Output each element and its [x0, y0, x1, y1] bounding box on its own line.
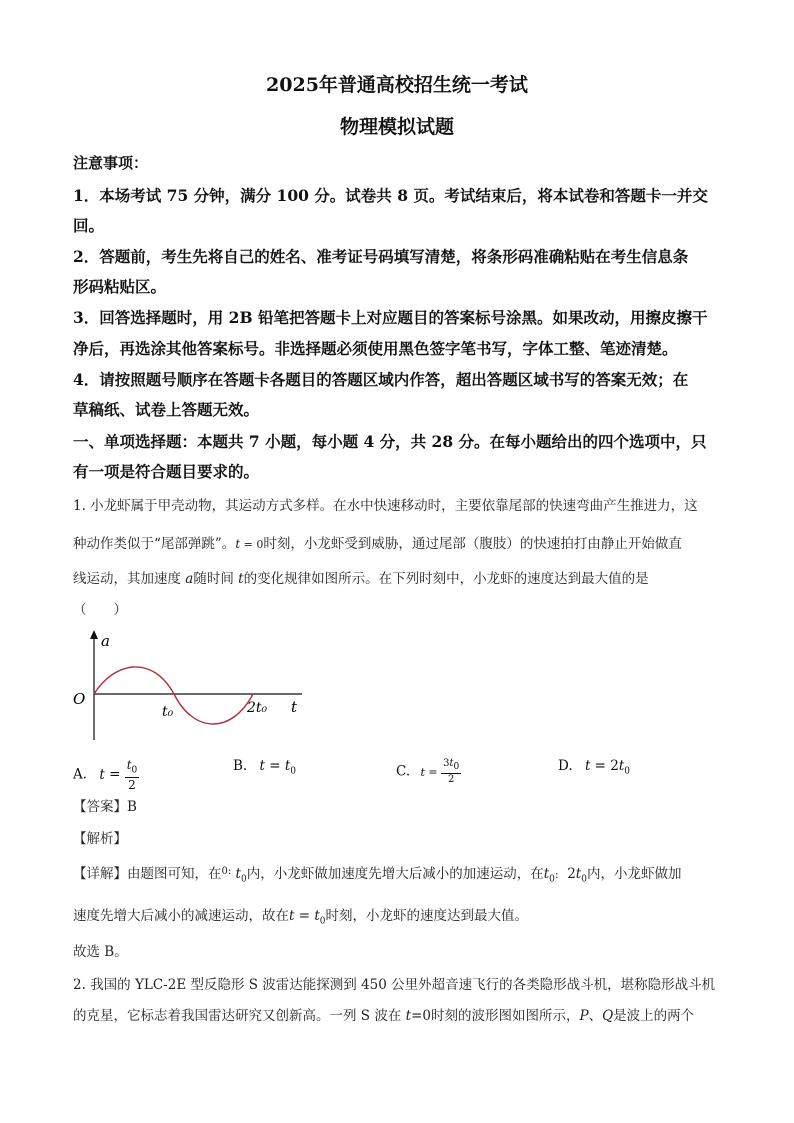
q1-detail: 速度先增大后减小的减速运动，故在$t = t_0$时刻，小龙虾的速度达到最大值。 [73, 908, 529, 927]
notice-line: 1．本场考试 75 分钟，满分 100 分。试卷共 8 页。考试结束后，将本试卷和答题卡一并交 [73, 186, 708, 205]
q1-text: 种动作类似于“尾部弹跳”。t = 0时刻，小龙虾受到威胁，通过尾部（腹肢）的快速拍打由静止开始做直 [73, 536, 682, 552]
q1-paren: （ ） [73, 602, 127, 618]
q1-conclusion: 故选 B。 [73, 944, 128, 960]
q1-detail-part: 速度先增大后减小的减速运动，故在 [73, 908, 289, 924]
q1-detail-part: 内，小龙虾做加 [586, 866, 682, 882]
y-axis-label: a [101, 632, 110, 650]
q1-text-part: 的变化规律如图所示。在下列时刻中，小龙虾的速度达到最大值的是 [243, 571, 649, 587]
option-c[interactable]: C. t = $\frac{3t_0}{2}$ [396, 758, 460, 785]
q2-text: 2. 我国的 YLC-2E 型反隐形 S 波雷达能探测到 450 公里外超音速飞行的各类隐形战斗机，堪称隐形战斗机 [73, 977, 716, 993]
notice-line: 4．请按照题号顺序在答题卡各题目的答题区域内作答，超出答题区域书写的答案无效；在 [73, 370, 689, 389]
option-b[interactable]: B. $t = t_0$ [233, 758, 297, 777]
option-d[interactable]: D. $t = 2t_0$ [558, 758, 631, 777]
exam-subtitle: 物理模拟试题 [339, 116, 454, 138]
tick-t0: t₀ [162, 704, 174, 720]
q1-detail-part: 内，小龙虾做加速度先增大后减小的加速运动，在 [246, 866, 544, 882]
option-a[interactable]: A. t = $\frac{t_0}{2}$ [73, 758, 138, 793]
q1-detail-part: 时刻，小龙虾的速度达到最大值。 [325, 908, 529, 924]
notice-line: 净后，再选涂其他答案标号。非选择题必须使用黑色签字笔书写，字体工整、笔迹清楚。 [73, 339, 678, 358]
q2-text-part: 时刻的波形图如图所示， [430, 1008, 580, 1024]
q1-text-part: 随时间 [193, 571, 239, 587]
q1-detail-part: 【详解】由题图可知，在 [73, 866, 222, 882]
q1-text-part: 种动作类似于“尾部弹跳”。 [73, 536, 236, 552]
section-heading: 有一项是符合题目要求的。 [73, 462, 260, 481]
exam-title: 2025年普通高校招生统一考试 [266, 74, 528, 96]
q2-text-part: 的克星，它标志着我国雷达研究又创新高。一列 S 波在 [73, 1008, 406, 1024]
q1-answer: 【答案】B [73, 799, 137, 815]
origin-label: O [73, 690, 86, 708]
q1-text: 线运动，其加速度 a随时间 t的变化规律如图所示。在下列时刻中，小龙虾的速度达到最大值的是 [73, 571, 649, 587]
notice-line: 2．答题前，考生先将自己的姓名、准考证号码填写清楚，将条形码准确粘贴在考生信息条 [73, 247, 689, 266]
section-heading: 一、单项选择题：本题共 7 小题，每小题 4 分，共 28 分。在每小题给出的四个选项中，只 [73, 432, 707, 451]
q1-detail: 【详解】由题图可知，在$^{0:}$ $t_0$内，小龙虾做加速度先增大后减小的加速运动，在$t_0$: $2t_0$内，小龙虾做加 [73, 866, 682, 885]
q1-text-part: 时刻，小龙虾受到威胁，通过尾部（腹肢）的快速拍打由静止开始做直 [263, 536, 682, 552]
notice-line: 形码粘贴区。 [73, 277, 167, 296]
x-axis-label: t [291, 698, 298, 716]
tick-2t0: 2t₀ [247, 700, 268, 716]
option-b-label: B. [233, 758, 248, 774]
q1-text-part: 线运动，其加速度 [73, 571, 186, 587]
q1-text: 1. 小龙虾属于甲壳动物，其运动方式多样。在水中快速移动时，主要依靠尾部的快速弯曲产生推进力，这 [73, 498, 698, 514]
q2-text: 的克星，它标志着我国雷达研究又创新高。一列 S 波在 t=0时刻的波形图如图所示，P、Q是波上的两个 [73, 1008, 695, 1024]
y-axis-arrow [90, 630, 98, 639]
q1-acceleration-graph [70, 628, 310, 748]
notice-line: 3．回答选择题时，用 2B 铅笔把答题卡上对应题目的答案标号涂黑。如果改动，用擦皮擦干 [73, 308, 708, 327]
acceleration-curve [94, 667, 253, 724]
option-c-label: C. [396, 763, 411, 780]
notice-heading: 注意事项： [73, 154, 149, 172]
option-d-label: D. [558, 758, 573, 774]
q2-text-part: 是波上的两个 [613, 1008, 695, 1024]
option-a-fraction: $\frac{t_0}{2}$ [126, 758, 138, 793]
notice-line: 草稿纸、试卷上答题无效。 [73, 400, 260, 419]
notice-line: 回。 [73, 216, 105, 235]
q1-analysis-heading: 【解析】 [73, 831, 127, 847]
option-a-label: A. [73, 766, 88, 783]
option-c-fraction: $\frac{3t_0}{2}$ [443, 758, 460, 785]
